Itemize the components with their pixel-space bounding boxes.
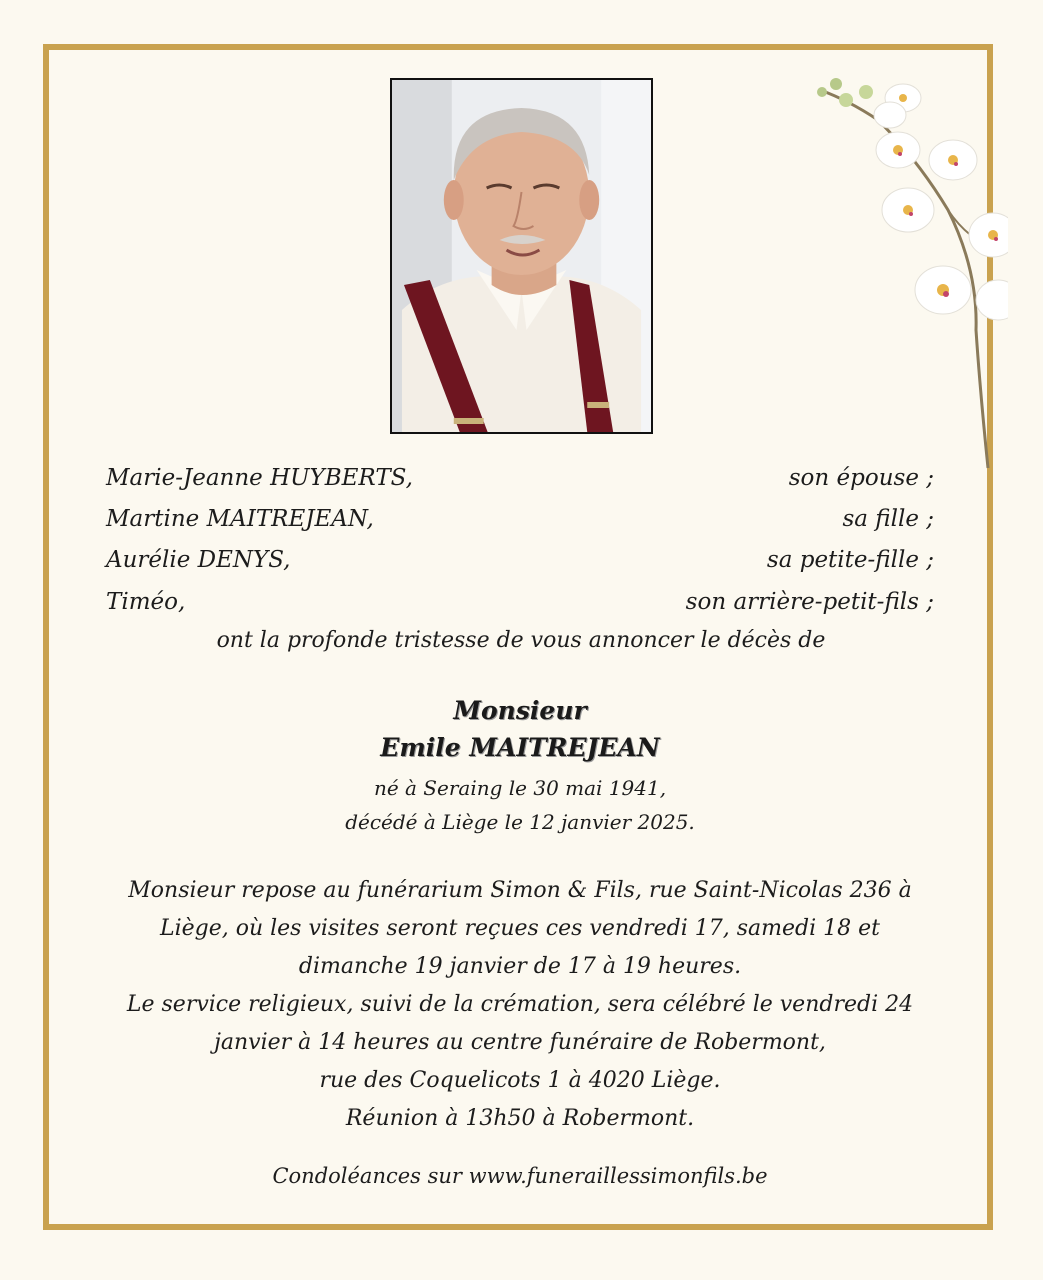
family-relation: son arrière-petit-fils ;: [685, 589, 934, 615]
portrait-photo: [390, 78, 653, 434]
details-line: Réunion à 13h50 à Robermont.: [345, 1106, 695, 1131]
details-line: Liège, où les visites seront reçues ces vendredi 17, samedi 18 et: [159, 916, 881, 941]
details-line: rue des Coquelicots 1 à 4020 Liège.: [319, 1068, 721, 1093]
announcement-text: ont la profonde tristesse de vous annoncer le décès de: [216, 628, 826, 653]
death-info: décédé à Liège le 12 janvier 2025.: [345, 810, 695, 834]
family-row: [106, 582, 934, 622]
details-line: Le service religieux, suivi de la crémation, sera célébré le vendredi 24: [126, 992, 914, 1017]
deceased-title: Monsieur: [453, 696, 587, 725]
details-line: janvier à 14 heures au centre funéraire de Robermont,: [214, 1030, 826, 1055]
family-name: Marie-Jeanne HUYBERTS,: [106, 465, 413, 491]
funeral-details: [80, 872, 960, 1138]
birth-info: né à Seraing le 30 mai 1941,: [373, 776, 667, 800]
family-row: [106, 499, 934, 539]
family-relation: son épouse ;: [788, 465, 934, 491]
family-relation: sa petite-fille ;: [766, 547, 934, 573]
family-row: [106, 540, 934, 580]
details-line: dimanche 19 janvier de 17 à 19 heures.: [298, 954, 742, 979]
family-name: Aurélie DENYS,: [106, 547, 291, 573]
family-name: Timéo,: [106, 589, 186, 615]
family-name: Martine MAITREJEAN,: [106, 506, 374, 532]
details-line: Monsieur repose au funérarium Simon & Fils, rue Saint-Nicolas 236 à: [128, 878, 912, 903]
deceased-name: Emile MAITREJEAN: [380, 733, 660, 762]
family-relation: sa fille ;: [842, 506, 934, 532]
orchid-decoration: [808, 70, 1008, 470]
condolences-text: Condoléances sur www.funeraillessimonfils.be: [272, 1164, 768, 1188]
family-row: [106, 458, 934, 498]
